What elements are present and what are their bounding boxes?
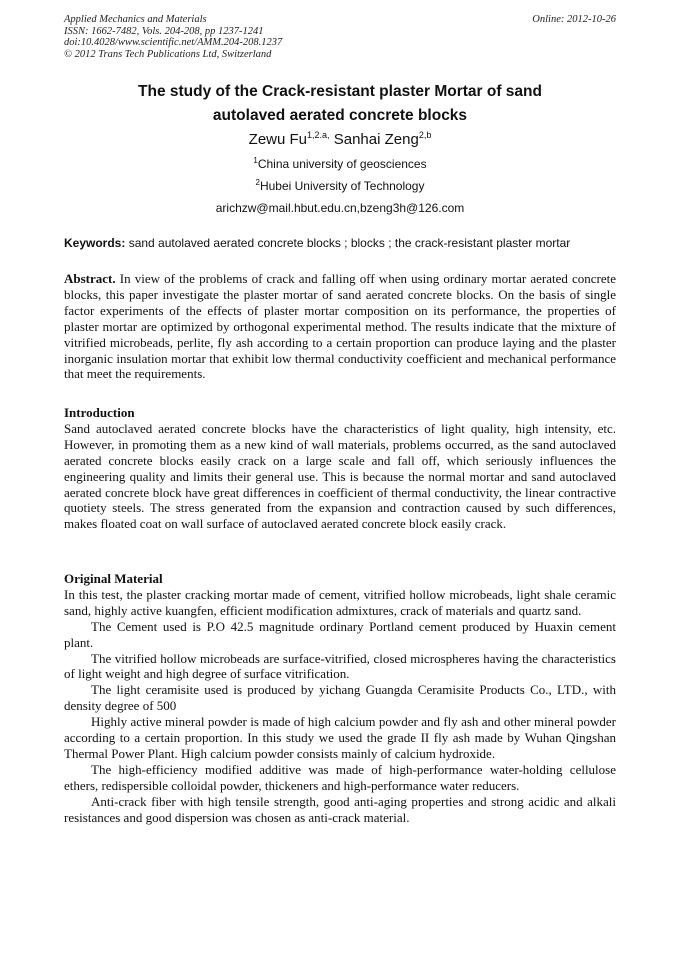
author-2: Sanhai Zeng [333,131,419,148]
author-list [64,130,616,150]
original-material-section [64,571,616,826]
material-paragraph: The light ceramisite used is produced by yichang Guangda Ceramisite Products Co., LTD., with density degree of 500 [64,682,616,714]
abstract [64,271,616,382]
doi-line: doi:10.4028/www.scientific.net/AMM.204-208.1237 [64,37,283,48]
material-paragraph: The high-efficiency modified additive was made of high-performance water-holding cellulose ethers, redispersible colloidal powder, thickeners and high-performance water reducers. [64,761,616,793]
introduction-heading: Introduction [64,405,135,420]
title-line-2: autolaved aerated concrete blocks [212,107,468,124]
affiliation-2-marker: 2 [255,178,260,187]
material-paragraph: The Cement used is P.O 42.5 magnitude ordinary Portland cement produced by Huaxin cement plant. [64,618,616,650]
author-1-affiliation: 1,2.a, [307,130,330,140]
author-emails: arichzw@mail.hbut.edu.cn,bzeng3h@126.com [215,201,465,215]
journal-name: Applied Mechanics and Materials [64,14,207,25]
title-line-1: The study of the Crack-resistant plaster Mortar of sand [138,83,542,100]
material-paragraph: Anti-crack fiber with high tensile strength, good anti-aging properties and strong acidic and alkali resistances and good dispersion was chosen as anti-crack material. [64,793,616,825]
author-1: Zewu Fu [248,131,308,148]
keywords [64,235,616,251]
material-paragraph: Highly active mineral powder is made of high calcium powder and fly ash and other mineral powder according to a certain proportion. In this study we used the grade II fly ash made by Wuhan Qingshan Thermal Power Plant. High calcium powder consists mainly of calcium hydroxide. [64,714,616,761]
abstract-label: Abstract. [64,271,116,286]
journal-header [64,14,616,60]
material-paragraph: The vitrified hollow microbeads are surface-vitrified, closed microspheres having the characteristics of light weight and high degree of surface vitrification. [64,650,616,682]
keywords-label: Keywords: [64,236,126,250]
paper-title [64,80,616,128]
material-paragraph: In this test, the plaster cracking mortar made of cement, vitrified hollow microbeads, light shale ceramic sand, highly active kuangfen, efficient modification admixtures, crack of materials and quartz sand. [64,586,616,618]
affiliation-1 [64,156,616,172]
issn-line: ISSN: 1662-7482, Vols. 204-208, pp 1237-1241 [64,25,264,37]
affiliation-2 [64,178,616,194]
keywords-text: sand autolaved aerated concrete blocks ; blocks ; the crack-resistant plaster mortar [128,236,571,250]
original-material-heading: Original Material [64,571,163,586]
introduction-section [64,405,616,532]
author-2-affiliation: 2,b [418,130,432,140]
copyright-line: © 2012 Trans Tech Publications Ltd, Switzerland [64,48,272,60]
affiliation-1-text: China university of geosciences [257,157,427,171]
introduction-text: Sand autoclaved aerated concrete blocks have the characteristics of light quality, high intensity, etc. However, in promoting them as a new kind of wall materials, problems occurred, as the sand autoclaved aerated concrete blocks easily crack on a large scale and fall off, which seriously influences the engineering quality and limits their general use. This is because the normal mortar and sand autoclaved aerated concrete block have great differences in coefficient of thermal conductivity, the linear contractive quotiety steels. The stress generated from the expansion and contraction caused by such differences, makes floated coat on wall surface of autoclaved aerated concrete block easily crack. [64,420,616,532]
affiliation-2-text: Hubei University of Technology [259,179,425,193]
abstract-text: In view of the problems of crack and falling off when using ordinary mortar aerated concrete blocks, this paper investigate the plaster mortar of sand aerated concrete blocks. On the basis of single factor experiments of the effects of plaster mortar composition on its performance, the properties of plaster mortar are optimized by orthogonal experimental method. The results indicate that the mixture of vitrified microbeads, perlite, fly ash according to a certain proportion can produce laying and the plaster inorganic insulation mortar that exhibit low thermal conductivity coefficient and mechanical performance that meet the requirements. [64,271,616,382]
affiliation-1-marker: 1 [253,156,258,165]
online-date: Online: 2012-10-26 [532,14,616,25]
